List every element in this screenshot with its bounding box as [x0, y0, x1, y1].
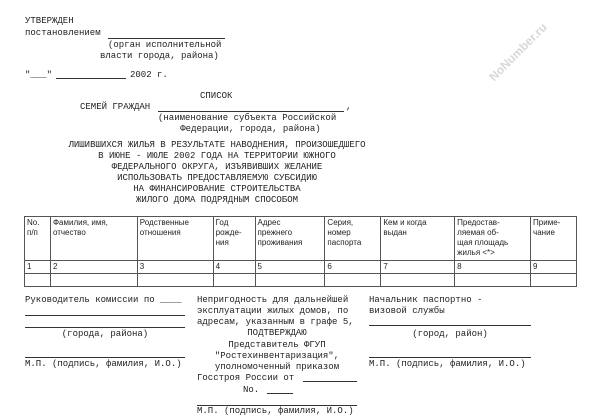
column-number: 8: [455, 261, 531, 274]
column-header: Родственные отношения: [137, 217, 213, 261]
signature-line: [369, 325, 531, 326]
title-line: ФЕДЕРАЛЬНОГО ОКРУГА, ИЗЪЯВИВШИХ ЖЕЛАНИЕ: [111, 162, 323, 172]
column-header: Предостав- ляемая об- щая площадь жилья <*>: [455, 217, 531, 261]
list-heading: СПИСОК: [200, 91, 233, 101]
column-header: Адрес прежнего проживания: [255, 217, 325, 261]
column-number: 4: [213, 261, 255, 274]
table-cell[interactable]: [531, 274, 577, 287]
column-header: Кем и когда выдан: [381, 217, 455, 261]
stamp-note: М.П. (подпись, фамилия, И.О.): [369, 359, 526, 369]
resolution-label: постановлением: [25, 28, 101, 38]
city-note: (город, район): [412, 329, 488, 339]
table-cell[interactable]: [213, 274, 255, 287]
title-line: ЖИЛОГО ДОМА ПОДРЯДНЫМ СПОСОБОМ: [135, 195, 299, 205]
approved-label: УТВЕРЖДЕН: [25, 16, 74, 26]
column-number: 2: [50, 261, 137, 274]
table-cell[interactable]: [25, 274, 51, 287]
column-header: Год рожде- ния: [213, 217, 255, 261]
watermark-logo: NoNumber.ru: [486, 20, 550, 84]
table-cell[interactable]: [455, 274, 531, 287]
column-number: 5: [255, 261, 325, 274]
families-label: СЕМЕЙ ГРАЖДАН: [80, 102, 151, 112]
table-header-row: [25, 217, 577, 261]
subject-note: (наименование субъекта Российской: [158, 113, 337, 123]
subject-note: Федерации, города, района): [180, 124, 321, 134]
gosstroy-text: Госстроя России от: [197, 373, 295, 383]
stamp-note: М.П. (подпись, фамилия, И.О.): [197, 406, 354, 416]
date-day: "___": [25, 70, 53, 80]
unfit-text: адресам, указанным в графе 5,: [197, 317, 354, 327]
column-number: 7: [381, 261, 455, 274]
passport-head-label: Начальник паспортно -: [369, 295, 483, 305]
rep-text: уполномоченный приказом: [214, 362, 340, 372]
title-line: НА ФИНАНСИРОВАНИЕ СТРОИТЕЛЬСТВА: [133, 184, 301, 194]
order-number-label: No.: [243, 385, 260, 395]
signature-line: [25, 315, 185, 316]
date-month-line: [56, 78, 126, 79]
resolution-line: [108, 38, 225, 39]
column-number: 6: [325, 261, 381, 274]
column-header: Приме- чание: [531, 217, 577, 261]
table-number-row: [25, 261, 577, 274]
families-table: [24, 216, 577, 287]
passport-head-label: визовой службы: [369, 306, 445, 316]
column-header: Серия, номер паспорта: [325, 217, 381, 261]
column-number: 9: [531, 261, 577, 274]
subject-line: [158, 111, 344, 112]
city-note: (города, района): [61, 329, 149, 339]
organ-note: (орган исполнительной: [108, 40, 222, 50]
stamp-note: М.П. (подпись, фамилия, И.О.): [25, 359, 182, 369]
rep-text: "Ростехинвентаризация",: [214, 351, 340, 361]
commission-head-label: Руководитель комиссии по ____: [25, 295, 182, 305]
table-cell[interactable]: [325, 274, 381, 287]
column-header: No. п/п: [25, 217, 51, 261]
signature-line: [369, 357, 531, 358]
title-line: В ИЮНЕ - ИЮЛЕ 2002 ГОДА НА ТЕРРИТОРИИ ЮЖНОГО: [98, 151, 336, 161]
table-cell[interactable]: [255, 274, 325, 287]
unfit-text: эксплуатации жилых домов, по: [197, 306, 349, 316]
column-number: 1: [25, 261, 51, 274]
rep-text: Представитель ФГУП: [228, 340, 326, 350]
order-date-line: [303, 381, 357, 382]
column-header: Фамилия, имя, отчество: [50, 217, 137, 261]
unfit-text: Непригодность для дальнейшей: [197, 295, 349, 305]
signature-line: [25, 327, 185, 328]
table-cell[interactable]: [381, 274, 455, 287]
organ-note: власти города, района): [100, 51, 219, 61]
date-year: 2002 г.: [130, 70, 168, 80]
title-line: ЛИШИВШИХСЯ ЖИЛЬЯ В РЕЗУЛЬТАТЕ НАВОДНЕНИЯ, ПРОИЗОШЕДШЕГО: [68, 140, 366, 150]
title-line: ИСПОЛЬЗОВАТЬ ПРЕДОСТАВЛЯЕМУЮ СУБСИДИЮ: [117, 173, 317, 183]
comma: ,: [346, 102, 352, 112]
confirm-label: ПОДТВЕРЖДАЮ: [247, 328, 307, 338]
table-row: [25, 274, 577, 287]
table-cell[interactable]: [50, 274, 137, 287]
signature-line: [25, 357, 185, 358]
order-number-line: [267, 393, 293, 394]
column-number: 3: [137, 261, 213, 274]
table-cell[interactable]: [137, 274, 213, 287]
